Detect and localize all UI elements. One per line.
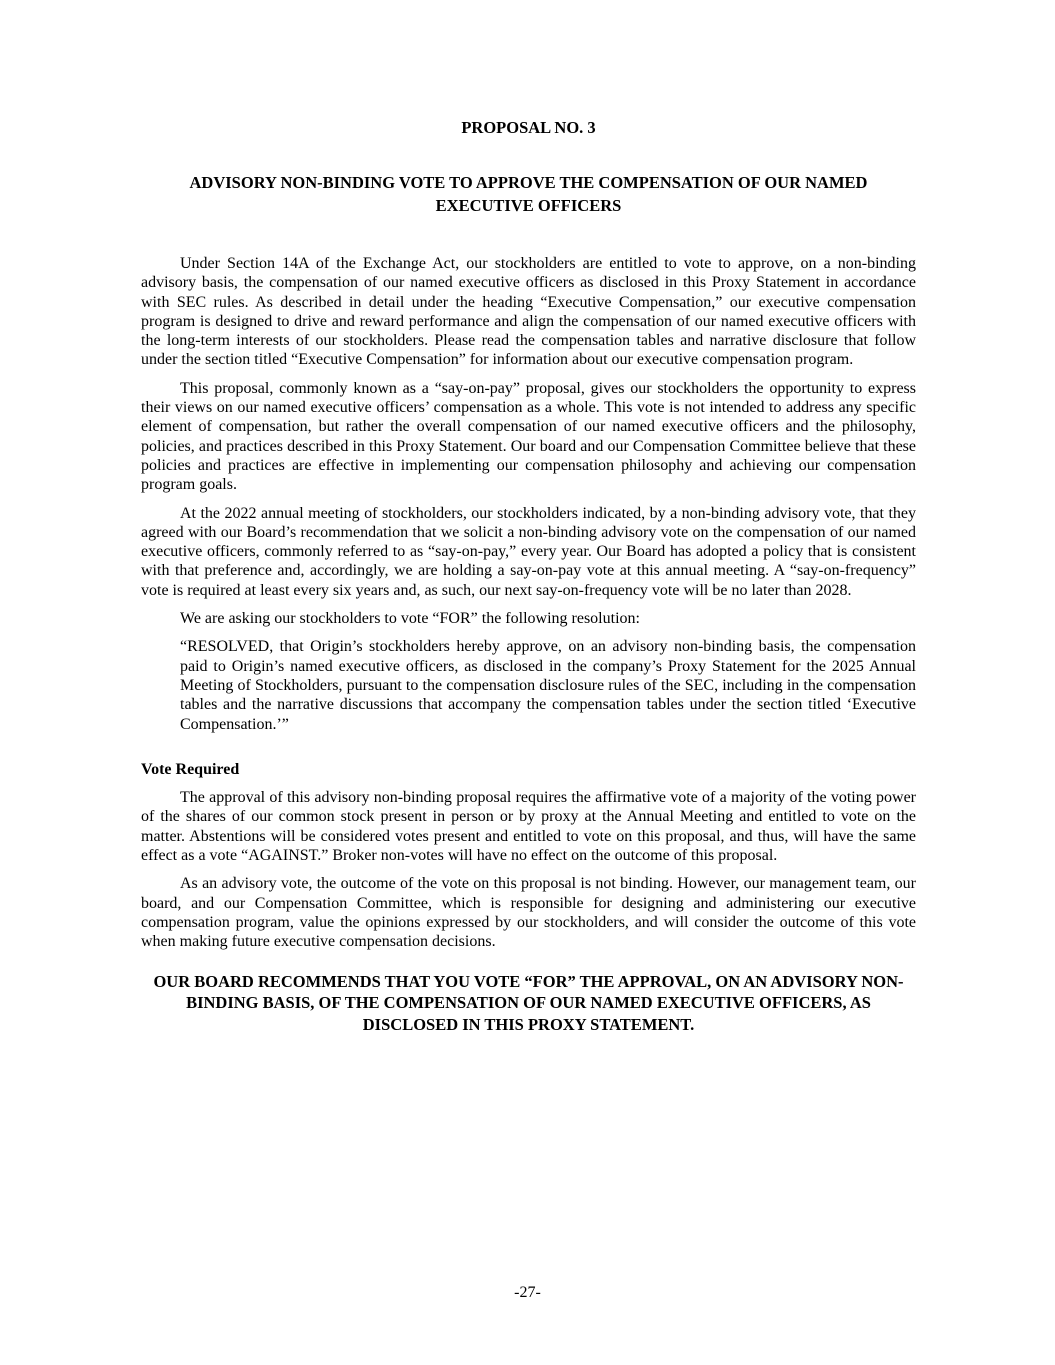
resolution-intro: We are asking our stockholders to vote “FOR” the following resolution: — [180, 610, 640, 628]
proposal-title: PROPOSAL NO. 3 — [461, 118, 596, 137]
paragraph-say-on-pay: This proposal, commonly known as a “say-on-pay” proposal, gives our stockholders the opportunity to express their views on our named executive officers’ compensation as a whole. This vote is not intended to address any specific element of compensation, but rather the overall compensation of our named executive officers and the philosophy, policies, and practices described in this Proxy Statement. Our board and our Compensation Committee believe that these policies and practices are effective in implementing our compensation philosophy and achieving our compensation program goals. — [141, 379, 916, 494]
page-number: -27- — [514, 1284, 541, 1301]
vote-paragraph-advisory: As an advisory vote, the outcome of the vote on this proposal is not binding. However, our management team, our board, and our Compensation Committee, which is responsible for designing and administering our executive compensation program, value the opinions expressed by our stockholders, and will consider the outcome of this vote when making future executive compensation decisions. — [141, 875, 916, 951]
resolution-text: “RESOLVED, that Origin’s stockholders hereby approve, on an advisory non-binding basis, the compensation paid to Origin’s named executive officers, as disclosed in the company’s Proxy Statement for the 2025 Annual Meeting of Stockholders, pursuant to the compensation disclosure rules of the SEC, including in the compensation tables and the narrative discussions that accompany the compensation tables under the section titled ‘Executive Compensation.’” — [180, 638, 916, 733]
board-recommendation: OUR BOARD RECOMMENDS THAT YOU VOTE “FOR” THE APPROVAL, ON AN ADVISORY NON-BINDING BASIS, OF THE COMPENSATION OF OUR NAMED EXECUTIVE OFFICERS, AS DISCLOSED IN THIS PROXY STATEMENT. — [153, 971, 904, 1034]
vote-required-heading: Vote Required — [141, 760, 240, 778]
paragraph-section-14a: Under Section 14A of the Exchange Act, our stockholders are entitled to vote to approve, on a non-binding advisory basis, the compensation of our named executive officers as disclosed in this Proxy Statement in accordance with SEC rules. As described in detail under the heading “Executive Compensation,” our executive compensation program is designed to drive and reward performance and align the compensation of our named executive officers with the long-term interests of our stockholders. Please read the compensation tables and narrative disclosure that follow under the section titled “Executive Compensation” for information about our executive compensation program. — [141, 255, 916, 369]
paragraph-2022-annual-meeting: At the 2022 annual meeting of stockholders, our stockholders indicated, by a non-binding advisory vote, that they agreed with our Board’s recommendation that we solicit a non-binding advisory vote on the compensation of our named executive officers, commonly referred to as “say-on-pay,” every year. Our Board has adopted a policy that is consistent with that preference and, accordingly, we are holding a say-on-pay vote at this annual meeting. A “say-on-frequency” vote is required at least every six years and, as such, our next say-on-frequency vote will be no later than 2028. — [141, 504, 916, 599]
vote-paragraph-approval: The approval of this advisory non-binding proposal requires the affirmative vote of a majority of the voting power of the shares of our common stock present in person or by proxy at the Annual Meeting and entitled to vote on the matter. Abstentions will be considered votes present and entitled to vote on this proposal, and thus, will have the same effect as a vote “AGAINST.” Broker non-votes will have no effect on the outcome of this proposal. — [141, 789, 916, 865]
proposal-heading: ADVISORY NON-BINDING VOTE TO APPROVE THE COMPENSATION OF OUR NAMED EXECUTIVE OFFICERS — [189, 173, 868, 215]
